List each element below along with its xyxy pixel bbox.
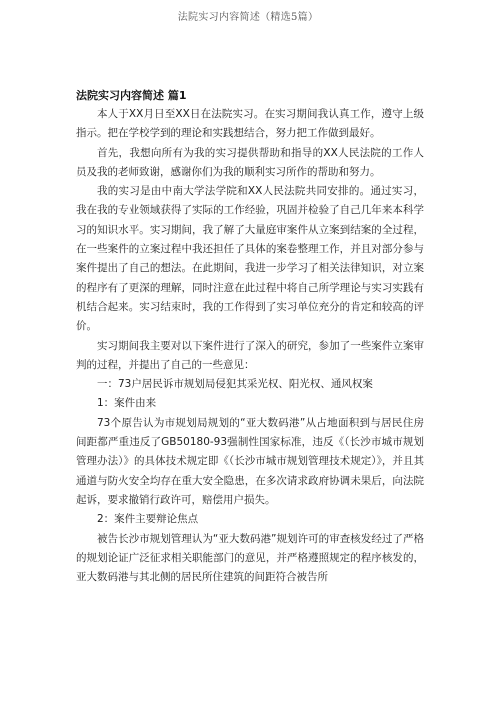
paragraph-case-research: 实习期间我主要对以下案件进行了深入的研究，参加了一些案件立案审判的过程，并提出了自己的一些意见： (76, 339, 424, 371)
paragraph-internship-overview: 我的实习是由中南大学法学院和XX人民法院共同安排的。通过实习，我在我的专业领域获得了实际的工作经验，巩固并检验了自己几年来本科学习的知识水平。实习期间，我了解了大量庭审案件从立案到结案的全过程，在一些案件的立案过程中我还担任了具体的案卷整理工作，并且对部分参与案件提出了自己的想法。在此期间，我进一步学习了相关法律知识，对立案的程序有了更深的理解，同时注意在此过程中将自己所学理论与实习实践有机结合起来。实习结束时，我的工作得到了实习单位充分的肯定和较高的评价。 (76, 185, 424, 333)
subheading-case-origin: 1：案件由来 (97, 397, 157, 410)
case-heading: 一：73户居民诉市规划局侵犯其采光权、阳光权、通风权案 (97, 378, 373, 391)
section-title: 法院实习内容简述 篇1 (76, 89, 187, 102)
paragraph-thanks: 首先，我想向所有为我的实习提供帮助和指导的XX人民法院的工作人员及我的老师致谢，感谢你们为我的顺利实习所作的帮助和努力。 (76, 146, 424, 178)
running-header: 法院实习内容简述（精选5篇） (177, 12, 319, 23)
paragraph-intro: 本人于XX月日至XX日在法院实习。在实习期间我认真工作，遵守上级指示。把在学校学到的理论和实践想结合，努力把工作做到最好。 (76, 108, 424, 140)
subheading-debate-focus: 2：案件主要辩论焦点 (97, 513, 199, 526)
paragraph-case-origin: 73个原告认为市规划局规划的“亚大数码港”从占地面积到与居民住房间距都严重违反了GB50180-93强制性国家标准，违反《（长沙市城市规划管理办法）》的具体技术规定即《（长沙市城市规划管理技术规定）》，并且其通道与防火安全均存在重大安全隐患，在多次请求政府协调未果后，向法院起诉，要求撤销行政许可，赔偿用户损失。 (76, 416, 424, 506)
document-body (76, 86, 424, 587)
paragraph-debate-focus: 被告长沙市规划管理认为“亚大数码港”规划许可的审查核发经过了严格的规划论证广泛征求相关职能部门的意见，并严格遵照规定的程序核发的，亚大数码港与其北侧的居民所住建筑的间距符合被告所 (76, 532, 424, 584)
